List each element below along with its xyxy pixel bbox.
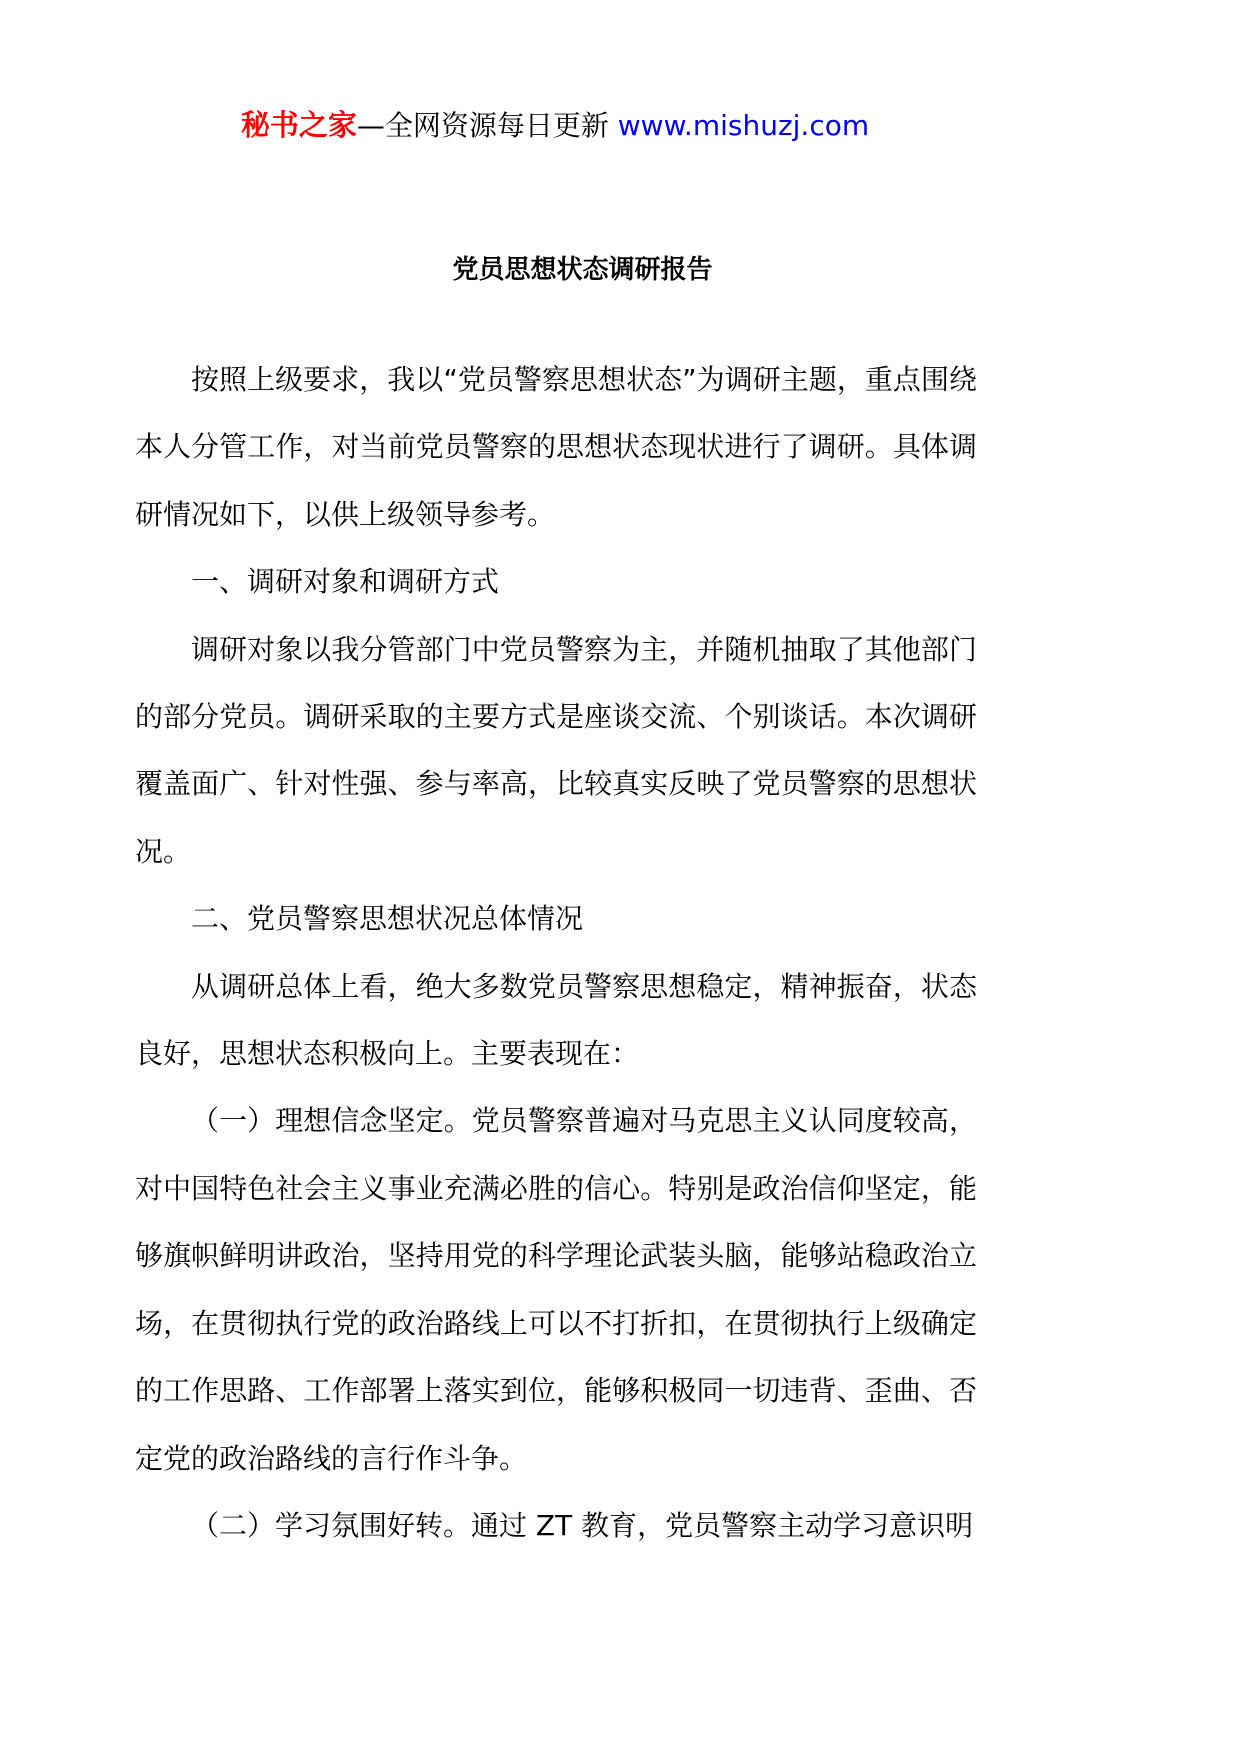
section-heading-1: 一、调研对象和调研方式: [191, 565, 500, 599]
section-heading-2: 二、党员警察思想状况总体情况: [191, 902, 584, 936]
site-banner: [135, 103, 975, 147]
brand-name: 秘书之家: [240, 108, 357, 142]
intro-paragraph: 按照上级要求，我以“党员警察思想状态”为调研主题，重点围绕本人分管工作，对当前党员警察的思想状态现状进行了调研。具体调研情况如下，以供上级领导参考。: [135, 363, 977, 531]
section-1-paragraph: 调研对象以我分管部门中党员警察为主，并随机抽取了其他部门的部分党员。调研采取的主要方式是座谈交流、个别谈话。本次调研覆盖面广、针对性强、参与率高，比较真实反映了党员警察的思想状况。: [135, 632, 977, 868]
site-url-link[interactable]: www.mishuzj.com: [617, 109, 870, 142]
document-body: [135, 346, 977, 1559]
banner-tagline: —全网资源每日更新: [356, 109, 618, 142]
section-2-intro-paragraph: 从调研总体上看，绝大多数党员警察思想稳定，精神振奋，状态良好，思想状态积极向上。主要表现在：: [135, 969, 977, 1071]
document-title: 党员思想状态调研报告: [452, 255, 713, 285]
subsection-1-paragraph: （一）理想信念坚定。党员警察普遍对马克思主义认同度较高，对中国特色社会主义事业充满必胜的信心。特别是政治信仰坚定，能够旗帜鲜明讲政治，坚持用党的科学理论武装头脑，能够站稳政治立场，在贯彻执行党的政治路线上可以不打折扣，在贯彻执行上级确定的工作思路、工作部署上落实到位，能够积极同一切违背、歪曲、否定党的政治路线的言行作斗争。: [135, 1104, 977, 1475]
subsection-2-paragraph: （二）学习氛围好转。通过 ZT 教育，党员警察主动学习意识明: [191, 1508, 974, 1542]
